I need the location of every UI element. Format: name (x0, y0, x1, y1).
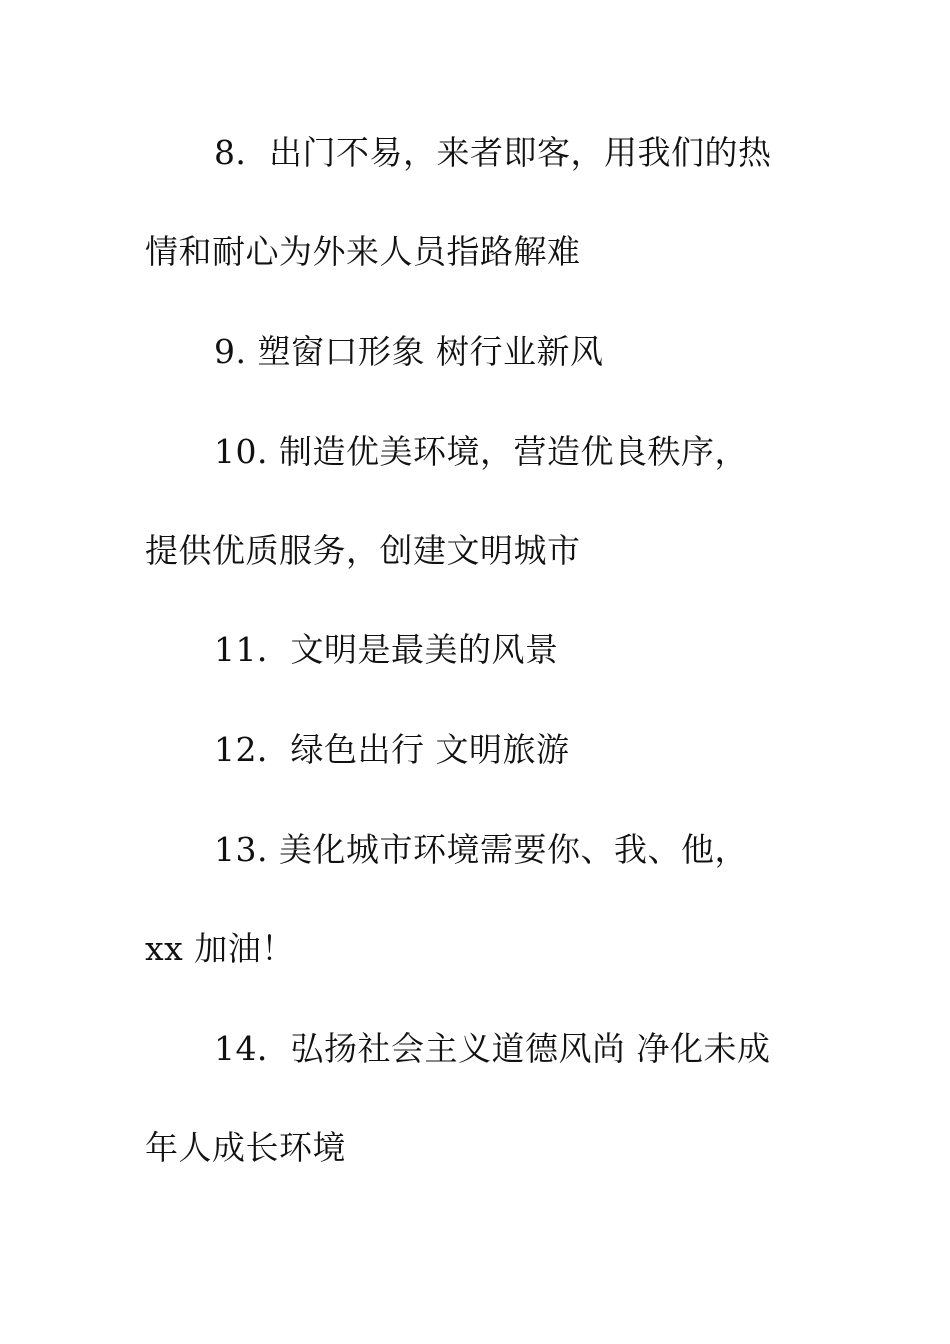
item-13-line-1: 13. 美化城市环境需要你、我、他， (214, 830, 748, 869)
item-8-line-1: 8．出门不易，来者即客，用我们的热 (214, 133, 772, 172)
item-10-line-2: 提供优质服务，创建文明城市 (145, 531, 581, 570)
item-14-line-2: 年人成长环境 (145, 1128, 346, 1167)
item-11-line-1: 11．文明是最美的风景 (214, 630, 559, 669)
item-12-line-1: 12．绿色出行 文明旅游 (214, 730, 570, 769)
item-14-line-1: 14．弘扬社会主义道德风尚 净化未成 (214, 1029, 771, 1068)
item-9-line-1: 9. 塑窗口形象 树行业新风 (214, 332, 604, 371)
item-10-line-1: 10. 制造优美环境，营造优良秩序， (214, 432, 748, 471)
item-13-line-2: xx 加油！ (145, 929, 295, 968)
item-8-line-2: 情和耐心为外来人员指路解难 (145, 232, 581, 271)
